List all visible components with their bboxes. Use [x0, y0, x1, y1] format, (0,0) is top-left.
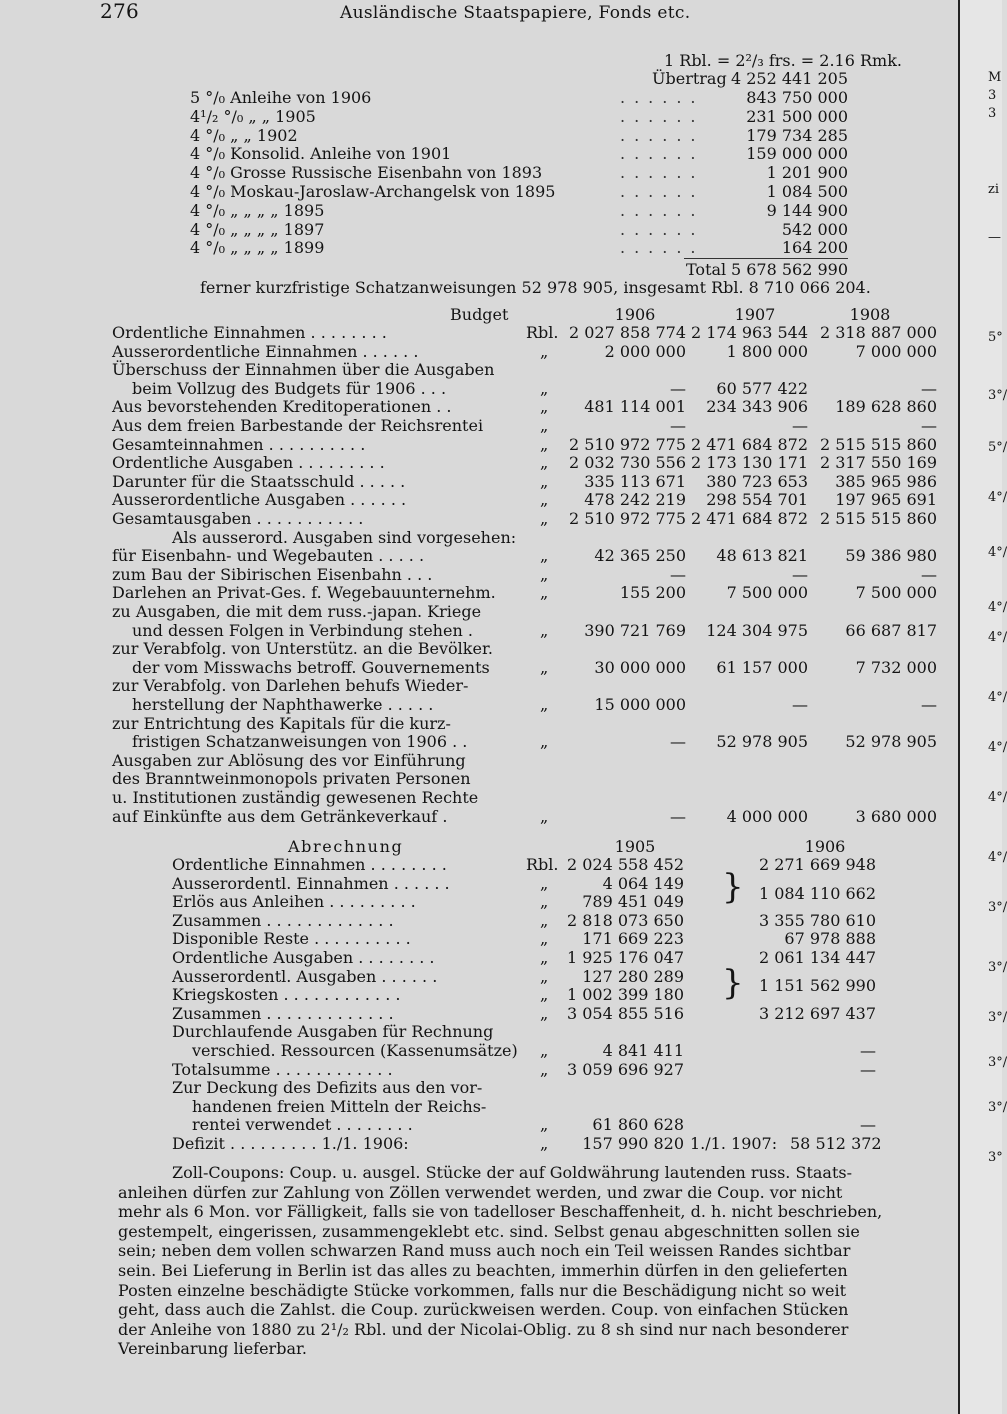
budget-row-label: beim Vollzug des Budgets für 1906 . . . [132, 378, 447, 398]
edge-mark: 4°/ [988, 490, 1007, 505]
abrechnung-year-1905: 1905 [614, 837, 656, 856]
budget-row-label: der vom Misswachs betroff. Gouvernements [132, 657, 490, 677]
budget-value-1908: 59 386 980 [845, 546, 937, 566]
loan-label: 5 °/₀ Anleihe von 1906 [190, 88, 372, 107]
carryover-label: Übertrag [652, 69, 727, 88]
abrechnung-row-label: verschied. Ressourcen (Kassenumsätze) [192, 1041, 518, 1060]
budget-row-unit: Rbl. [526, 323, 559, 342]
loan-value: 542 000 [781, 219, 848, 239]
abrechnung-row-unit: „ [540, 985, 549, 1005]
paragraph-line: der Anleihe von 1880 zu 2¹/₂ Rbl. und der Nicolai-Oblig. zu 8 sh sind nur nach besonderer [118, 1319, 849, 1339]
paragraph-line: Posten einzelne beschädigte Stücke vorkommen, falls nur die Beschädigung nicht so weit [118, 1280, 847, 1300]
budget-value-1907: — [792, 695, 808, 714]
budget-value-1908: 7 000 000 [855, 341, 937, 361]
budget-value-1906: — [670, 564, 686, 584]
edge-mark: 3° [988, 1150, 1003, 1165]
edge-mark: 3 [988, 88, 997, 103]
budget-value-1907: 52 978 905 [716, 732, 808, 752]
edge-mark: zi [988, 182, 1000, 197]
leader-dots: ...... [620, 200, 705, 220]
abrechnung-value-1905: 4 841 411 [602, 1041, 684, 1060]
deficit-1905-value: 157 990 820 [582, 1134, 684, 1153]
abrechnung-row-unit: „ [540, 929, 549, 949]
loan-value: 179 734 285 [746, 125, 848, 145]
budget-year-1906: 1906 [614, 305, 656, 324]
budget-value-1906: — [670, 732, 686, 752]
leader-dots: ...... [620, 163, 705, 183]
budget-row-unit: „ [540, 397, 549, 417]
loan-value: 1 084 500 [766, 182, 848, 201]
loan-label: 4 °/₀ Moskau-Jaroslaw-Archangelsk von 1895 [190, 182, 556, 201]
adjacent-page-edge [958, 0, 1007, 1414]
abrechnung-value-1905: 61 860 628 [592, 1115, 684, 1135]
budget-row-label: Überschuss der Einnahmen über die Ausgaben [112, 360, 495, 380]
budget-row-label: zur Entrichtung des Kapitals für die kurz- [112, 713, 451, 733]
budget-row-unit: „ [540, 471, 549, 491]
budget-value-1907: 7 500 000 [726, 583, 808, 603]
edge-mark: 4°/ [988, 630, 1007, 645]
budget-value-1908: 3 680 000 [855, 806, 937, 826]
budget-row-label: Aus bevorstehenden Kreditoperationen . . [112, 397, 452, 417]
paragraph-line: sein; neben dem vollen schwarzen Rand muss auch noch ein Teil weissen Randes sichtbar [118, 1241, 851, 1261]
budget-value-1907: 2 174 963 544 [690, 323, 808, 342]
leader-dots: ...... [620, 106, 705, 126]
paragraph-line: gestempelt, eingerissen, zusammengeklebt etc. sind. Selbst genau abgeschnitten sollen sie [118, 1221, 860, 1241]
edge-mark: 3°/ [988, 900, 1007, 915]
abrechnung-value-1905: 2 024 558 452 [566, 855, 684, 874]
budget-row-label: Ausserordentliche Ausgaben . . . . . . [112, 490, 407, 510]
budget-row-unit: „ [540, 490, 549, 510]
budget-row-label: Ausgaben zur Ablösung des vor Einführung [112, 750, 466, 770]
budget-value-1907: 298 554 701 [706, 490, 808, 510]
leader-dots: ...... [620, 238, 705, 258]
budget-row-unit: „ [540, 732, 549, 752]
abrechnung-row-label: Ausserordentl. Ausgaben . . . . . . [172, 966, 438, 986]
abrechnung-value-1905: 1 925 176 047 [566, 948, 684, 967]
budget-value-1908: 52 978 905 [845, 732, 937, 752]
budget-value-1908: 197 965 691 [835, 490, 937, 510]
budget-value-1907: 61 157 000 [716, 657, 808, 677]
deficit-unit: „ [540, 1134, 549, 1153]
budget-row-label: Gesamteinnahmen . . . . . . . . . . [112, 434, 366, 454]
budget-value-1906: 390 721 769 [584, 620, 686, 640]
loan-value: 231 500 000 [746, 106, 848, 126]
budget-value-1907: 124 304 975 [706, 620, 808, 640]
edge-mark: 4°/ [988, 545, 1007, 560]
loan-label: 4 °/₀ „ „ 1902 [190, 125, 298, 145]
budget-value-1906: 481 114 001 [584, 397, 686, 417]
budget-value-1907: — [792, 416, 808, 435]
abrechnung-value-1906: — [860, 1059, 876, 1079]
budget-title: Budget [450, 305, 509, 324]
budget-row-unit: „ [540, 416, 549, 435]
budget-value-1906: 2 032 730 556 [568, 453, 686, 473]
abrechnung-row-unit: „ [540, 1041, 549, 1060]
abrechnung-value-1905: 3 054 855 516 [566, 1003, 684, 1023]
abrechnung-value-1906: 2 061 134 447 [758, 948, 876, 967]
budget-row-label: zur Verabfolg. von Darlehen behufs Wieder- [112, 676, 469, 696]
budget-value-1906: 335 113 671 [584, 471, 686, 491]
page-number: 276 [100, 0, 140, 23]
abrechnung-value-1906: — [860, 1115, 876, 1135]
budget-row-label: Als ausserord. Ausgaben sind vorgesehen: [172, 527, 517, 547]
loan-value: 164 200 [781, 238, 848, 258]
abrechnung-value-1906: 3 212 697 437 [758, 1003, 876, 1023]
budget-row-unit: „ [540, 509, 549, 528]
budget-value-1908: 2 515 515 860 [819, 509, 937, 528]
abrechnung-year-1906: 1906 [804, 837, 846, 856]
total-value: 5 678 562 990 [730, 260, 848, 279]
edge-mark: 3°/ [988, 388, 1007, 403]
abrechnung-row-label: handenen freien Mitteln der Reichs- [192, 1096, 487, 1116]
abrechnung-value-1906: 3 355 780 610 [758, 910, 876, 930]
budget-value-1908: — [921, 378, 937, 398]
budget-row-label: Ordentliche Ausgaben . . . . . . . . . [112, 453, 385, 473]
budget-value-1907: 234 343 906 [706, 397, 808, 417]
abrechnung-value-1905: 171 669 223 [582, 929, 684, 949]
loan-value: 9 144 900 [766, 200, 848, 220]
abrechnung-row-label: Zusammen . . . . . . . . . . . . . [172, 1003, 394, 1023]
budget-row-label: herstellung der Naphthawerke . . . . . [132, 695, 434, 714]
budget-row-label: Ordentliche Einnahmen . . . . . . . . [112, 323, 387, 342]
income-brace: } [722, 867, 744, 907]
loan-label: 4 °/₀ „ „ „ „ 1899 [190, 238, 325, 258]
deficit-1907-date: 1./1. 1907: [690, 1134, 778, 1153]
budget-year-1908: 1908 [849, 305, 891, 324]
budget-value-1906: 2 000 000 [604, 341, 686, 361]
abrechnung-row-label: Ausserordentl. Einnahmen . . . . . . [172, 873, 450, 893]
leader-dots: ...... [620, 144, 705, 164]
budget-value-1907: 48 613 821 [716, 546, 808, 566]
edge-mark: 4°/ [988, 690, 1007, 705]
budget-value-1908: 2 317 550 169 [819, 453, 937, 473]
budget-value-1907: 1 800 000 [726, 341, 808, 361]
budget-value-1907: 60 577 422 [716, 378, 808, 398]
edge-mark: 3°/ [988, 1010, 1007, 1025]
budget-value-1908: 385 965 986 [835, 471, 937, 491]
budget-row-label: auf Einkünfte aus dem Getränkeverkauf . [112, 806, 448, 826]
abrechnung-row-unit: „ [540, 1115, 549, 1135]
abrechnung-row-unit: „ [540, 966, 549, 986]
abrechnung-row-label: Disponible Reste . . . . . . . . . . [172, 929, 411, 949]
loans-footer-line: ferner kurzfristige Schatzanweisungen 52 978 905, insgesamt Rbl. 8 710 066 204. [200, 278, 871, 297]
budget-row-unit: „ [540, 341, 549, 361]
loan-value: 159 000 000 [746, 144, 848, 164]
budget-row-label: Darunter für die Staatsschuld . . . . . [112, 471, 406, 491]
budget-value-1908: — [921, 416, 937, 435]
budget-row-unit: „ [540, 453, 549, 473]
loan-label: 4¹/₂ °/₀ „ „ 1905 [190, 106, 316, 126]
abrechnung-value-1905: 789 451 049 [582, 892, 684, 912]
budget-value-1907: 2 173 130 171 [690, 453, 808, 473]
bracket-income-value: 1 084 110 662 [758, 884, 876, 903]
edge-mark: 4°/ [988, 740, 1007, 755]
abrechnung-row-unit: „ [540, 910, 549, 930]
edge-mark: M [988, 70, 1002, 85]
budget-row-label: zum Bau der Sibirischen Eisenbahn . . . [112, 564, 433, 584]
abrechnung-value-1906: — [860, 1041, 876, 1060]
edge-mark: 5° [988, 330, 1003, 345]
abrechnung-value-1905: 127 280 289 [582, 966, 684, 986]
budget-value-1906: 2 510 972 775 [568, 434, 686, 454]
budget-value-1906: 30 000 000 [594, 657, 686, 677]
budget-row-label: für Eisenbahn- und Wegebauten . . . . . [112, 546, 425, 566]
budget-value-1906: 2 510 972 775 [568, 509, 686, 528]
abrechnung-row-label: rentei verwendet . . . . . . . . [192, 1115, 413, 1135]
budget-value-1907: — [792, 564, 808, 584]
abrechnung-row-unit: Rbl. [526, 855, 559, 874]
budget-row-label: zu Ausgaben, die mit dem russ.-japan. Kriege [112, 602, 482, 621]
abrechnung-row-unit: „ [540, 892, 549, 912]
budget-value-1908: 2 318 887 000 [819, 323, 937, 342]
budget-value-1906: 155 200 [619, 583, 686, 603]
deficit-label: Defizit . . . . . . . . . 1./1. 1906: [172, 1134, 409, 1153]
budget-value-1908: 2 515 515 860 [819, 434, 937, 454]
budget-row-label: Aus dem freien Barbestande der Reichsrentei [112, 416, 484, 435]
total-rule [684, 258, 848, 259]
abrechnung-row-label: Totalsumme . . . . . . . . . . . . [172, 1059, 393, 1079]
budget-row-unit: „ [540, 434, 549, 454]
loan-label: 4 °/₀ Grosse Russische Eisenbahn von 1893 [190, 163, 543, 183]
abrechnung-row-label: Zusammen . . . . . . . . . . . . . [172, 910, 394, 930]
abrechnung-value-1906: 67 978 888 [784, 929, 876, 949]
paragraph-line: geht, dass auch die Zahlst. die Coup. zurückweisen werden. Coup. von einfachen Stücken [118, 1300, 849, 1320]
leader-dots: ...... [620, 88, 705, 107]
abrechnung-row-unit: „ [540, 873, 549, 893]
budget-row-unit: „ [540, 564, 549, 584]
carryover-value: 4 252 441 205 [730, 69, 848, 88]
edge-mark: 3 [988, 106, 997, 121]
edge-mark: 3°/ [988, 960, 1007, 975]
abrechnung-row-unit: „ [540, 1003, 549, 1023]
budget-row-label: zur Verabfolg. von Unterstütz. an die Bevölker. [112, 639, 493, 659]
leader-dots: ...... [620, 182, 705, 201]
budget-value-1906: — [670, 806, 686, 826]
budget-row-label: Darlehen an Privat-Ges. f. Wegebauunternehm. [112, 583, 496, 603]
loan-label: 4 °/₀ „ „ „ „ 1895 [190, 200, 325, 220]
loan-label: 4 °/₀ Konsolid. Anleihe von 1901 [190, 144, 452, 164]
budget-row-unit: „ [540, 620, 549, 640]
budget-row-unit: „ [540, 546, 549, 566]
edge-mark: 4°/ [988, 600, 1007, 615]
budget-row-label: Ausserordentliche Einnahmen . . . . . . [112, 341, 419, 361]
leader-dots: ...... [620, 219, 705, 239]
edge-mark: — [988, 230, 1001, 245]
budget-row-unit: „ [540, 695, 549, 714]
loan-value: 1 201 900 [766, 163, 848, 183]
budget-value-1906: 15 000 000 [594, 695, 686, 714]
abrechnung-value-1905: 4 064 149 [602, 873, 684, 893]
budget-value-1906: 2 027 858 774 [568, 323, 686, 342]
page-title: Ausländische Staatspapiere, Fonds etc. [340, 3, 691, 23]
budget-row-label: fristigen Schatzanweisungen von 1906 . . [132, 732, 468, 752]
abrechnung-row-unit: „ [540, 948, 549, 967]
paragraph-line: Vereinbarung lieferbar. [118, 1339, 307, 1359]
edge-mark: 3°/ [988, 1055, 1007, 1070]
edge-mark: 4°/ [988, 850, 1007, 865]
abrechnung-row-label: Zur Deckung des Defizits aus den vor- [172, 1078, 483, 1098]
paragraph-line: anleihen dürfen zur Zahlung von Zöllen verwendet werden, und zwar die Coup. vor nicht [118, 1182, 843, 1202]
budget-value-1907: 4 000 000 [726, 806, 808, 826]
budget-value-1906: — [670, 416, 686, 435]
loan-label: 4 °/₀ „ „ „ „ 1897 [190, 219, 325, 239]
budget-value-1906: 478 242 219 [584, 490, 686, 510]
budget-year-1907: 1907 [734, 305, 776, 324]
budget-row-label: u. Institutionen zuständig gewesenen Rechte [112, 788, 479, 807]
budget-value-1908: 189 628 860 [835, 397, 937, 417]
edge-mark: 5°/ [988, 440, 1007, 455]
rate-note: 1 Rbl. = 2²/₃ frs. = 2.16 Rmk. [664, 51, 902, 70]
budget-row-unit: „ [540, 657, 549, 677]
budget-value-1908: 7 732 000 [855, 657, 937, 677]
budget-value-1906: — [670, 378, 686, 398]
loan-value: 843 750 000 [746, 88, 848, 107]
abrechnung-row-label: Erlös aus Anleihen . . . . . . . . . [172, 892, 416, 912]
edge-mark: 4°/ [988, 790, 1007, 805]
budget-row-unit: „ [540, 806, 549, 826]
total-label: Total [686, 260, 727, 279]
budget-value-1907: 380 723 653 [706, 471, 808, 491]
edge-mark: 3°/ [988, 1100, 1007, 1115]
abrechnung-row-label: Durchlaufende Ausgaben für Rechnung [172, 1022, 494, 1042]
budget-row-unit: „ [540, 378, 549, 398]
budget-value-1908: 66 687 817 [845, 620, 937, 640]
budget-row-label: des Branntweinmonopols privaten Personen [112, 769, 471, 789]
budget-value-1908: — [921, 695, 937, 714]
expense-brace: } [722, 963, 744, 1003]
paragraph-line: mehr als 6 Mon. vor Fälligkeit, falls sie von tadelloser Beschaffenheit, d. h. nicht beschrieben, [118, 1202, 883, 1222]
budget-row-label: Gesamtausgaben . . . . . . . . . . . [112, 509, 364, 528]
budget-value-1906: 42 365 250 [594, 546, 686, 566]
leader-dots: ...... [620, 125, 705, 145]
abrechnung-row-label: Kriegskosten . . . . . . . . . . . . [172, 985, 401, 1005]
paragraph-line: Zoll-Coupons: Coup. u. ausgel. Stücke der auf Goldwährung lautenden russ. Staats- [172, 1163, 852, 1182]
abrechnung-value-1905: 1 002 399 180 [566, 985, 684, 1005]
budget-value-1907: 2 471 684 872 [690, 509, 808, 528]
bracket-expense-value: 1 151 562 990 [758, 976, 876, 995]
deficit-1906-value: 58 512 372 [790, 1134, 882, 1153]
paragraph-line: sein. Bei Lieferung in Berlin ist das alles zu beachten, immerhin dürfen in den gelieferten [118, 1261, 848, 1280]
budget-row-unit: „ [540, 583, 549, 603]
abrechnung-title: Abrechnung [288, 837, 404, 856]
budget-row-label: und dessen Folgen in Verbindung stehen . [132, 620, 473, 640]
abrechnung-row-label: Ordentliche Einnahmen . . . . . . . . [172, 855, 447, 874]
abrechnung-value-1905: 2 818 073 650 [566, 910, 684, 930]
abrechnung-row-unit: „ [540, 1059, 549, 1079]
abrechnung-row-label: Ordentliche Ausgaben . . . . . . . . [172, 948, 435, 967]
abrechnung-value-1906: 2 271 669 948 [758, 855, 876, 874]
abrechnung-value-1905: 3 059 696 927 [566, 1059, 684, 1079]
budget-value-1907: 2 471 684 872 [690, 434, 808, 454]
budget-value-1908: — [921, 564, 937, 584]
budget-value-1908: 7 500 000 [855, 583, 937, 603]
